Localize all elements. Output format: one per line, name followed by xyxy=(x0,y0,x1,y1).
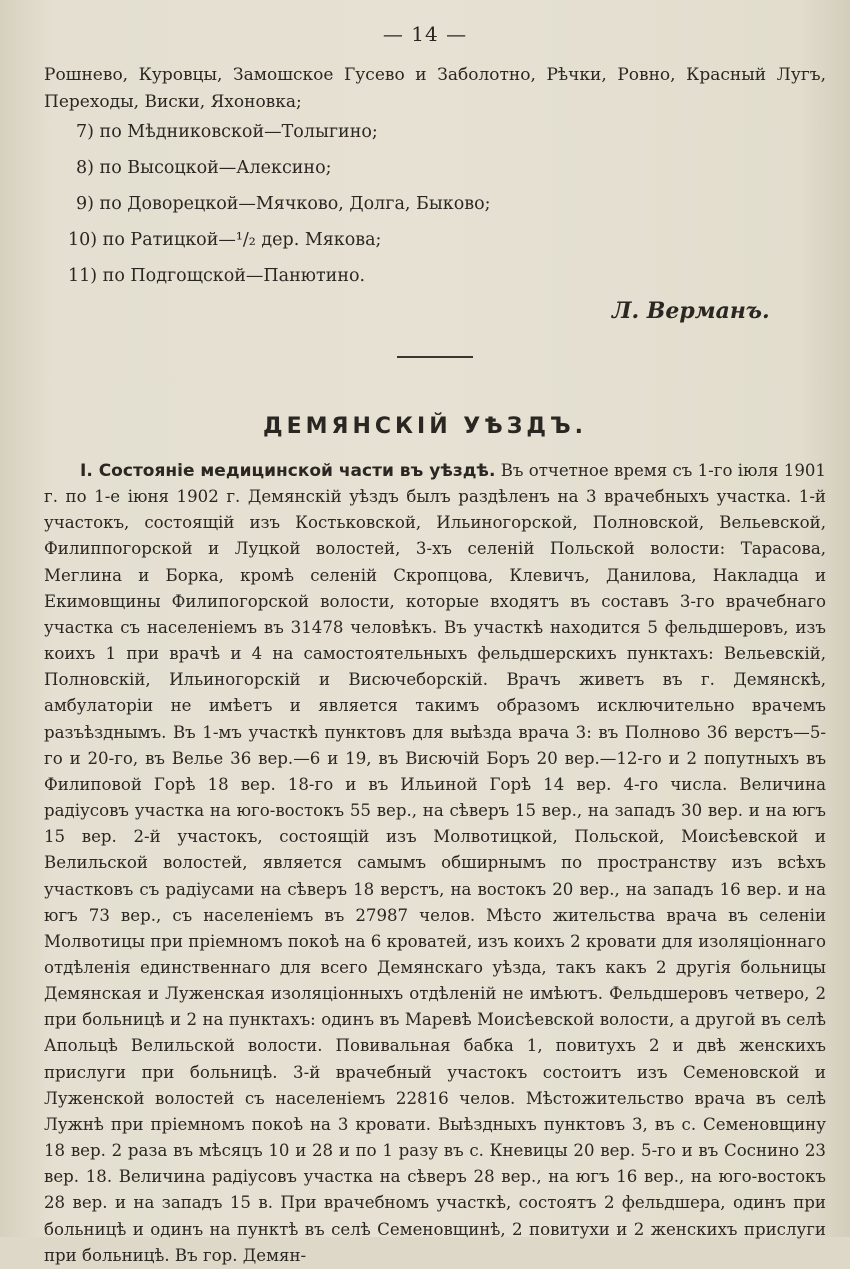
list-item: 11) по Подгощской—Панютино. xyxy=(68,266,366,286)
list-item: 10) по Ратицкой—¹/₂ дер. Мякова; xyxy=(68,230,382,250)
body-paragraph xyxy=(44,458,826,1269)
paragraph-lead: I. Состояніе медицинской части въ уѣздѣ. xyxy=(80,461,496,481)
paragraph-text: Въ отчетное время съ 1-го іюля 1901 г. по 1-е іюня 1902 г. Демянскій уѣздъ былъ раздѣленъ на 3 врачебныхъ участка. 1-й участокъ, состоящій изъ Костьковской, Ильиногорской, Полновской, Вельевской, Филиппогорской и Луцкой волостей, 3-хъ селеній Польской волости: Тарасова, Меглина и Борка, кромѣ селеній Скропцова, Клевичъ, Данилова, Накладца и Екимовщины Филипогорской волости, которые входятъ въ составъ 3-го врачебнаго участка съ населеніемъ въ 31478 человѣкъ. Въ участкѣ находится 5 фельдшеровъ, изъ коихъ 1 при врачѣ и 4 на самостоятельныхъ фельдшерскихъ пунктахъ: Вельевскій, Полновскій, Ильиногорскій и Висючеборскій. Врачъ живетъ въ г. Демянскѣ, амбулаторіи не имѣетъ и является такимъ образомъ исключительно врачемъ разъѣзднымъ. Въ 1-мъ участкѣ пунктовъ для выѣзда врача 3: въ Полново 36 верстъ—5-го и 20-го, въ Велье 36 вер.—6 и 19, въ Висючій Боръ 20 вер.—12-го и 2 попутныхъ въ Филиповой Горѣ 18 вер. 18-го и въ Ильиной Горѣ 14 вер. 4-го числа. Величина радіусовъ участка на юго-востокъ 55 вер., на сѣверъ 15 вер., на западъ 30 вер. и на югъ 15 вер. 2-й участокъ, состоящій изъ Молвотицкой, Польской, Моисѣевской и Велильской волостей, является самымъ обширнымъ по пространству изъ всѣхъ участковъ съ радіусами на сѣверъ 18 верстъ, на востокъ 20 вер., на западъ 16 вер. и на югъ 73 вер., съ населеніемъ въ 27987 челов. Мѣсто жительства врача въ селеніи Молвотицы при пріемномъ покоѣ на 6 кроватей, изъ коихъ 2 кровати для изоляціоннаго отдѣленія единственнаго для всего Демянскаго уѣзда, такъ какъ 2 другія больницы Демянская и Луженская изоляціонныхъ отдѣленій не имѣютъ. Фельдшеровъ четверо, 2 при больницѣ и 2 на пунктахъ: одинъ въ Маревѣ Моисѣевской волости, а другой въ селѣ Апольцѣ Велильской волости. Повивальная бабка 1, повитухъ 2 и двѣ женскихъ прислуги при больницѣ. 3-й врачебный участокъ состоитъ изъ Семеновской и Луженской волостей съ населеніемъ 22816 челов. Мѣстожительство врача въ селѣ Лужнѣ при пріемномъ покоѣ на 3 кровати. Выѣздныхъ пунктовъ 3, въ с. Семеновщину 18 вер. 2 раза въ мѣсяцъ 10 и 28 и по 1 разу въ с. Кневицы 20 вер. 5-го и въ Соснино 23 вер. 18. Величина радіусовъ участка на сѣверъ 28 вер., на югъ 16 вер., на юго-востокъ 28 вер. и на западъ 15 в. При врачебномъ участкѣ, состоятъ 2 фельдшера, одинъ при больницѣ и одинъ на пунктѣ въ селѣ Семеновщинѣ, 2 повитухи и 2 женскихъ прислуги при больницѣ. Въ гор. Демян- xyxy=(44,461,826,1265)
section-divider xyxy=(397,356,473,358)
section-title: ДЕМЯНСКІЙ УѢЗДЪ. xyxy=(263,414,587,439)
author-signature: Л. Верманъ. xyxy=(612,298,770,324)
list-item: 8) по Высоцкой—Алексино; xyxy=(76,158,332,178)
page-number: — 14 — xyxy=(382,22,468,46)
list-intro-paragraph: Рошнево, Куровцы, Замошское Гусево и Заболотно, Рѣчки, Ровно, Красный Лугъ, Переходы, Виски, Яхоновка; xyxy=(44,65,826,112)
list-item: 9) по Доворецкой—Мячково, Долга, Быково; xyxy=(76,194,491,214)
list-item: 7) по Мѣдниковской—Толыгино; xyxy=(76,122,378,142)
